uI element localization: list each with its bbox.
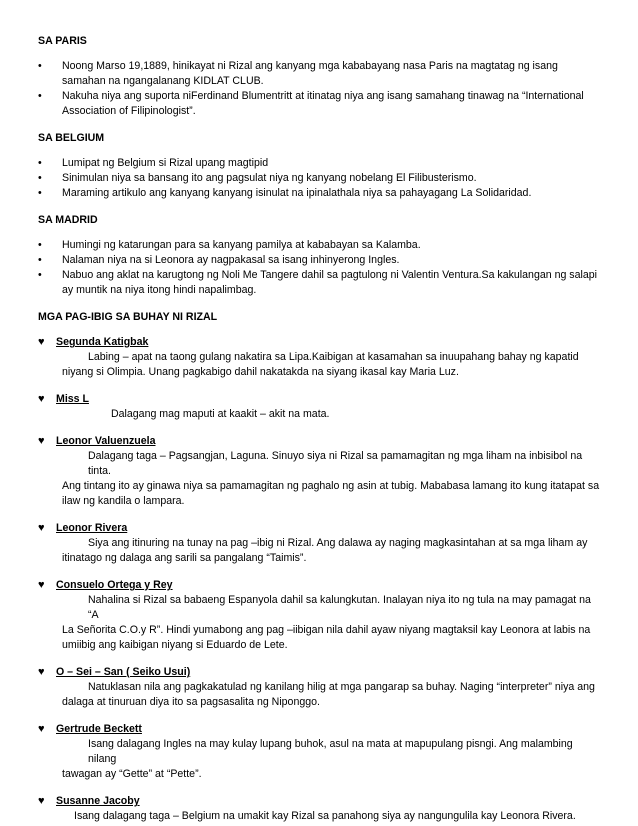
- love-description-line: La Señorita C.O.y R”. Hindi yumabong ang pag –iibigan nila dahil ayaw niyang magtaksil kay Leonora at labis na: [62, 624, 591, 636]
- love-description-line: Dalagang taga – Pagsangjan, Laguna. Sinuyo siya ni Rizal sa pamamagitan ng mga liham na inbisibol na tinta.: [88, 450, 583, 477]
- love-description-line: Dalagang mag maputi at kaakit – akit na mata.: [111, 408, 330, 420]
- love-description-line: niyang si Olimpia. Unang pagkabigo dahil nakatakda na siyang ikasal kay Maria Luz.: [62, 366, 459, 378]
- love-description-line: Natuklasan nila ang pagkakatulad ng kanilang hilig at mga pangarap sa buhay. Naging “interpreter” niya ang: [88, 681, 595, 693]
- love-name: Leonor Valuenzuela: [56, 435, 156, 447]
- love-name: Gertrude Beckett: [56, 723, 142, 735]
- love-description-line: ilaw ng kandila o lampara.: [62, 495, 185, 507]
- love-name: Consuelo Ortega y Rey: [56, 579, 173, 591]
- love-name: Miss L: [56, 393, 89, 405]
- love-entry: [38, 578, 603, 653]
- bullet-icon: •: [38, 187, 42, 199]
- section-heading-belgium: SA BELGIUM: [38, 132, 105, 144]
- love-entry: [38, 794, 603, 824]
- love-description-line: itinatago ng dalaga ang sarili sa pangalang “Taimis”.: [62, 552, 307, 564]
- list-item: • Humingi ng katarungan para sa kanyang pamilya at kababayan sa Kalamba.: [38, 239, 421, 251]
- love-name: Segunda Katigbak: [56, 336, 149, 348]
- heart-icon: ♥: [38, 795, 45, 807]
- list-item: • Nalaman niya na si Leonora ay nagpakasal sa isang inhinyerong Ingles.: [38, 254, 400, 266]
- love-name: O – Sei – San ( Seiko Usui): [56, 666, 191, 678]
- heart-icon: ♥: [38, 666, 45, 678]
- section-heading-loves: MGA PAG-IBIG SA BUHAY NI RIZAL: [38, 311, 218, 323]
- love-description-line: Labing – apat na taong gulang nakatira sa Lipa.Kaibigan at kasamahan sa inuupahang bahay ng kapatid: [88, 351, 579, 363]
- section-heading-paris: SA PARIS: [38, 35, 87, 47]
- heart-icon: ♥: [38, 393, 45, 405]
- love-entry: [38, 392, 603, 422]
- love-entry: [38, 335, 603, 380]
- section-heading-madrid: SA MADRID: [38, 214, 98, 226]
- list-item: • Maraming artikulo ang kanyang kanyang isinulat na ipinalathala niya sa pahayagang La Solidaridad.: [38, 187, 532, 199]
- love-description-line: Isang dalagang taga – Belgium na umakit kay Rizal sa panahong siya ay nangungulila kay Leonora Rivera.: [74, 810, 576, 822]
- love-description-line: tawagan ay “Gette” at “Pette”.: [62, 768, 202, 780]
- heart-icon: ♥: [38, 522, 45, 534]
- document-page: [38, 34, 603, 824]
- love-entry: [38, 434, 603, 509]
- love-entry: [38, 521, 603, 566]
- love-description-line: Ang tintang ito ay ginawa niya sa pamamagitan ng paghalo ng asin at tubig. Mababasa lamang ito kung itatapat sa: [62, 480, 600, 492]
- love-entry: [38, 722, 603, 782]
- list-item: • Lumipat ng Belgium si Rizal upang magtipid: [38, 157, 269, 169]
- madrid-list: [38, 238, 603, 298]
- list-item: • Noong Marso 19,1889, hinikayat ni Rizal ang kanyang mga kababayang nasa Paris na magtatag ng isang samahan na ngangalanang KIDLAT CLUB.: [38, 60, 558, 87]
- bullet-icon: •: [38, 90, 42, 102]
- love-description-line: dalaga at tinuruan diya ito sa pagsasalita ng Niponggo.: [62, 696, 320, 708]
- list-item: • Nabuo ang aklat na karugtong ng Noli Me Tangere dahil sa pagtulong ni Valentin Ventura.Sa kakulangan ng salapi ay muntik na niya itong hindi napalimbag.: [38, 269, 597, 296]
- heart-icon: ♥: [38, 336, 45, 348]
- paris-list: [38, 59, 603, 119]
- bullet-icon: •: [38, 269, 42, 281]
- belgium-list: [38, 156, 603, 201]
- love-entry: [38, 665, 603, 710]
- bullet-icon: •: [38, 239, 42, 251]
- bullet-icon: •: [38, 60, 42, 72]
- bullet-icon: •: [38, 157, 42, 169]
- heart-icon: ♥: [38, 579, 45, 591]
- list-item: • Sinimulan niya sa bansang ito ang pagsulat niya ng kanyang nobelang El Filibusterismo.: [38, 172, 477, 184]
- love-name: Leonor Rivera: [56, 522, 128, 534]
- love-description-line: Siya ang itinuring na tunay na pag –ibig ni Rizal. Ang dalawa ay naging magkasintahan at sa mga liham ay: [88, 537, 588, 549]
- list-item: • Nakuha niya ang suporta niFerdinand Blumentritt at itinatag niya ang isang samahang tinawag na “International Association of Filipinologist”.: [38, 90, 584, 117]
- love-description-line: umiibig ang kaibigan niyang si Eduardo de Lete.: [62, 639, 288, 651]
- love-name: Susanne Jacoby: [56, 795, 140, 807]
- love-description-line: Nahalina si Rizal sa babaeng Espanyola dahil sa kalungkutan. Inalayan niya ito ng tula na may pamagat na “A: [88, 594, 591, 621]
- heart-icon: ♥: [38, 723, 45, 735]
- love-description-line: Isang dalagang Ingles na may kulay lupang buhok, asul na mata at mapupulang pisngi. Ang malambing nilang: [88, 738, 573, 765]
- heart-icon: ♥: [38, 435, 45, 447]
- bullet-icon: •: [38, 172, 42, 184]
- bullet-icon: •: [38, 254, 42, 266]
